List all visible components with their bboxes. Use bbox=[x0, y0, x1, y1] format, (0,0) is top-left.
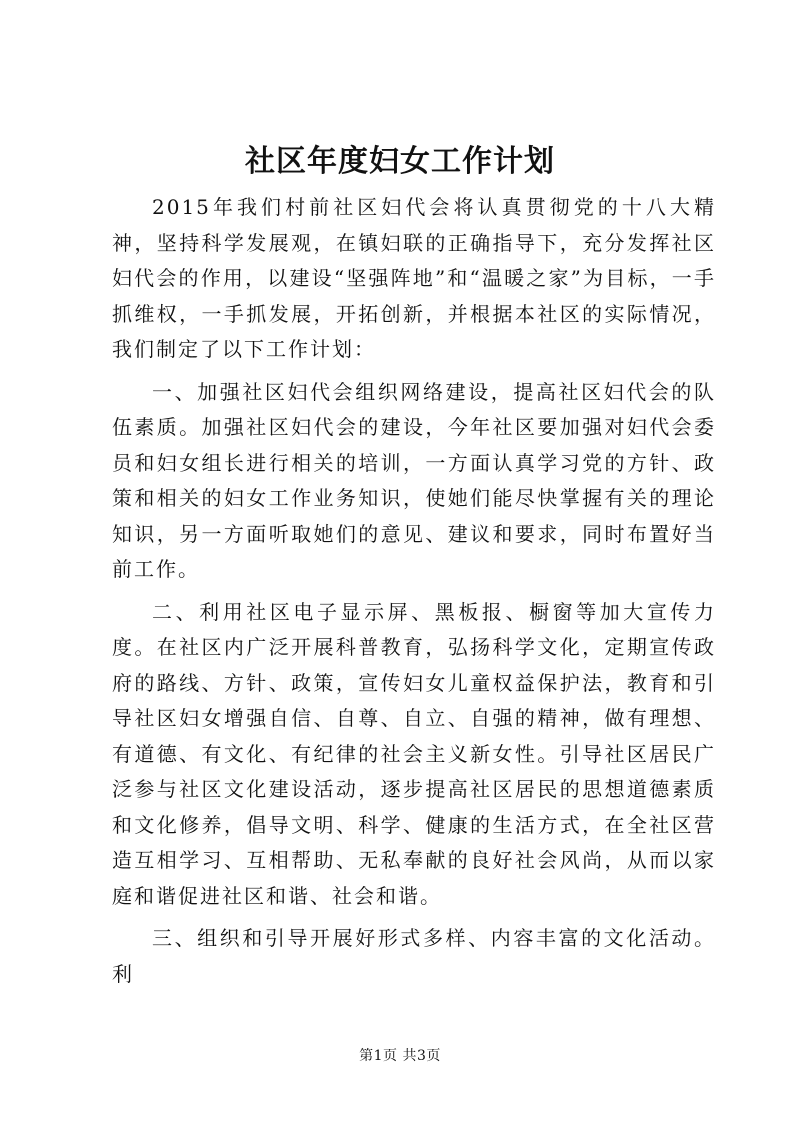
page-footer: 第1页 共3页 bbox=[359, 1048, 441, 1064]
paragraph-section-1: 一、加强社区妇代会组织网络建设，提高社区妇代会的队伍素质。加强社区妇代会的建设，今年社区要加强对妇代会委员和妇女组长进行相关的培训，一方面认真学习党的方针、政策和相关的妇女工作业务知识，使她们能尽快掌握有关的理论知识，另一方面听取她们的意见、建议和要求，同时布置好当前工作。 bbox=[112, 379, 716, 581]
document-title: 社区年度妇女工作计划 bbox=[245, 144, 555, 179]
paragraph-section-2: 二、利用社区电子显示屏、黑板报、橱窗等加大宣传力度。在社区内广泛开展科普教育，弘扬科学文化，定期宣传政府的路线、方针、政策，宣传妇女儿童权益保护法，教育和引导社区妇女增强自信、自尊、自立、自强的精神，做有理想、有道德、有文化、有纪律的社会主义新女性。引导社区居民广泛参与社区文化建设活动，逐步提高社区居民的思想道德素质和文化修养，倡导文明、科学、健康的生活方式，在全社区营造互相学习、互相帮助、无私奉献的良好社会风尚，从而以家庭和谐促进社区和谐、社会和谐。 bbox=[112, 599, 716, 908]
paragraph-section-3: 三、组织和引导开展好形式多样、内容丰富的文化活动。利 bbox=[112, 926, 716, 986]
document-body bbox=[112, 190, 716, 992]
paragraph-intro: 2015年我们村前社区妇代会将认真贯彻党的十八大精神，坚持科学发展观，在镇妇联的正确指导下，充分发挥社区妇代会的作用，以建设“坚强阵地”和“温暖之家”为目标，一手抓维权，一手抓发展，开拓创新，并根据本社区的实际情况，我们制定了以下工作计划： bbox=[112, 195, 716, 361]
